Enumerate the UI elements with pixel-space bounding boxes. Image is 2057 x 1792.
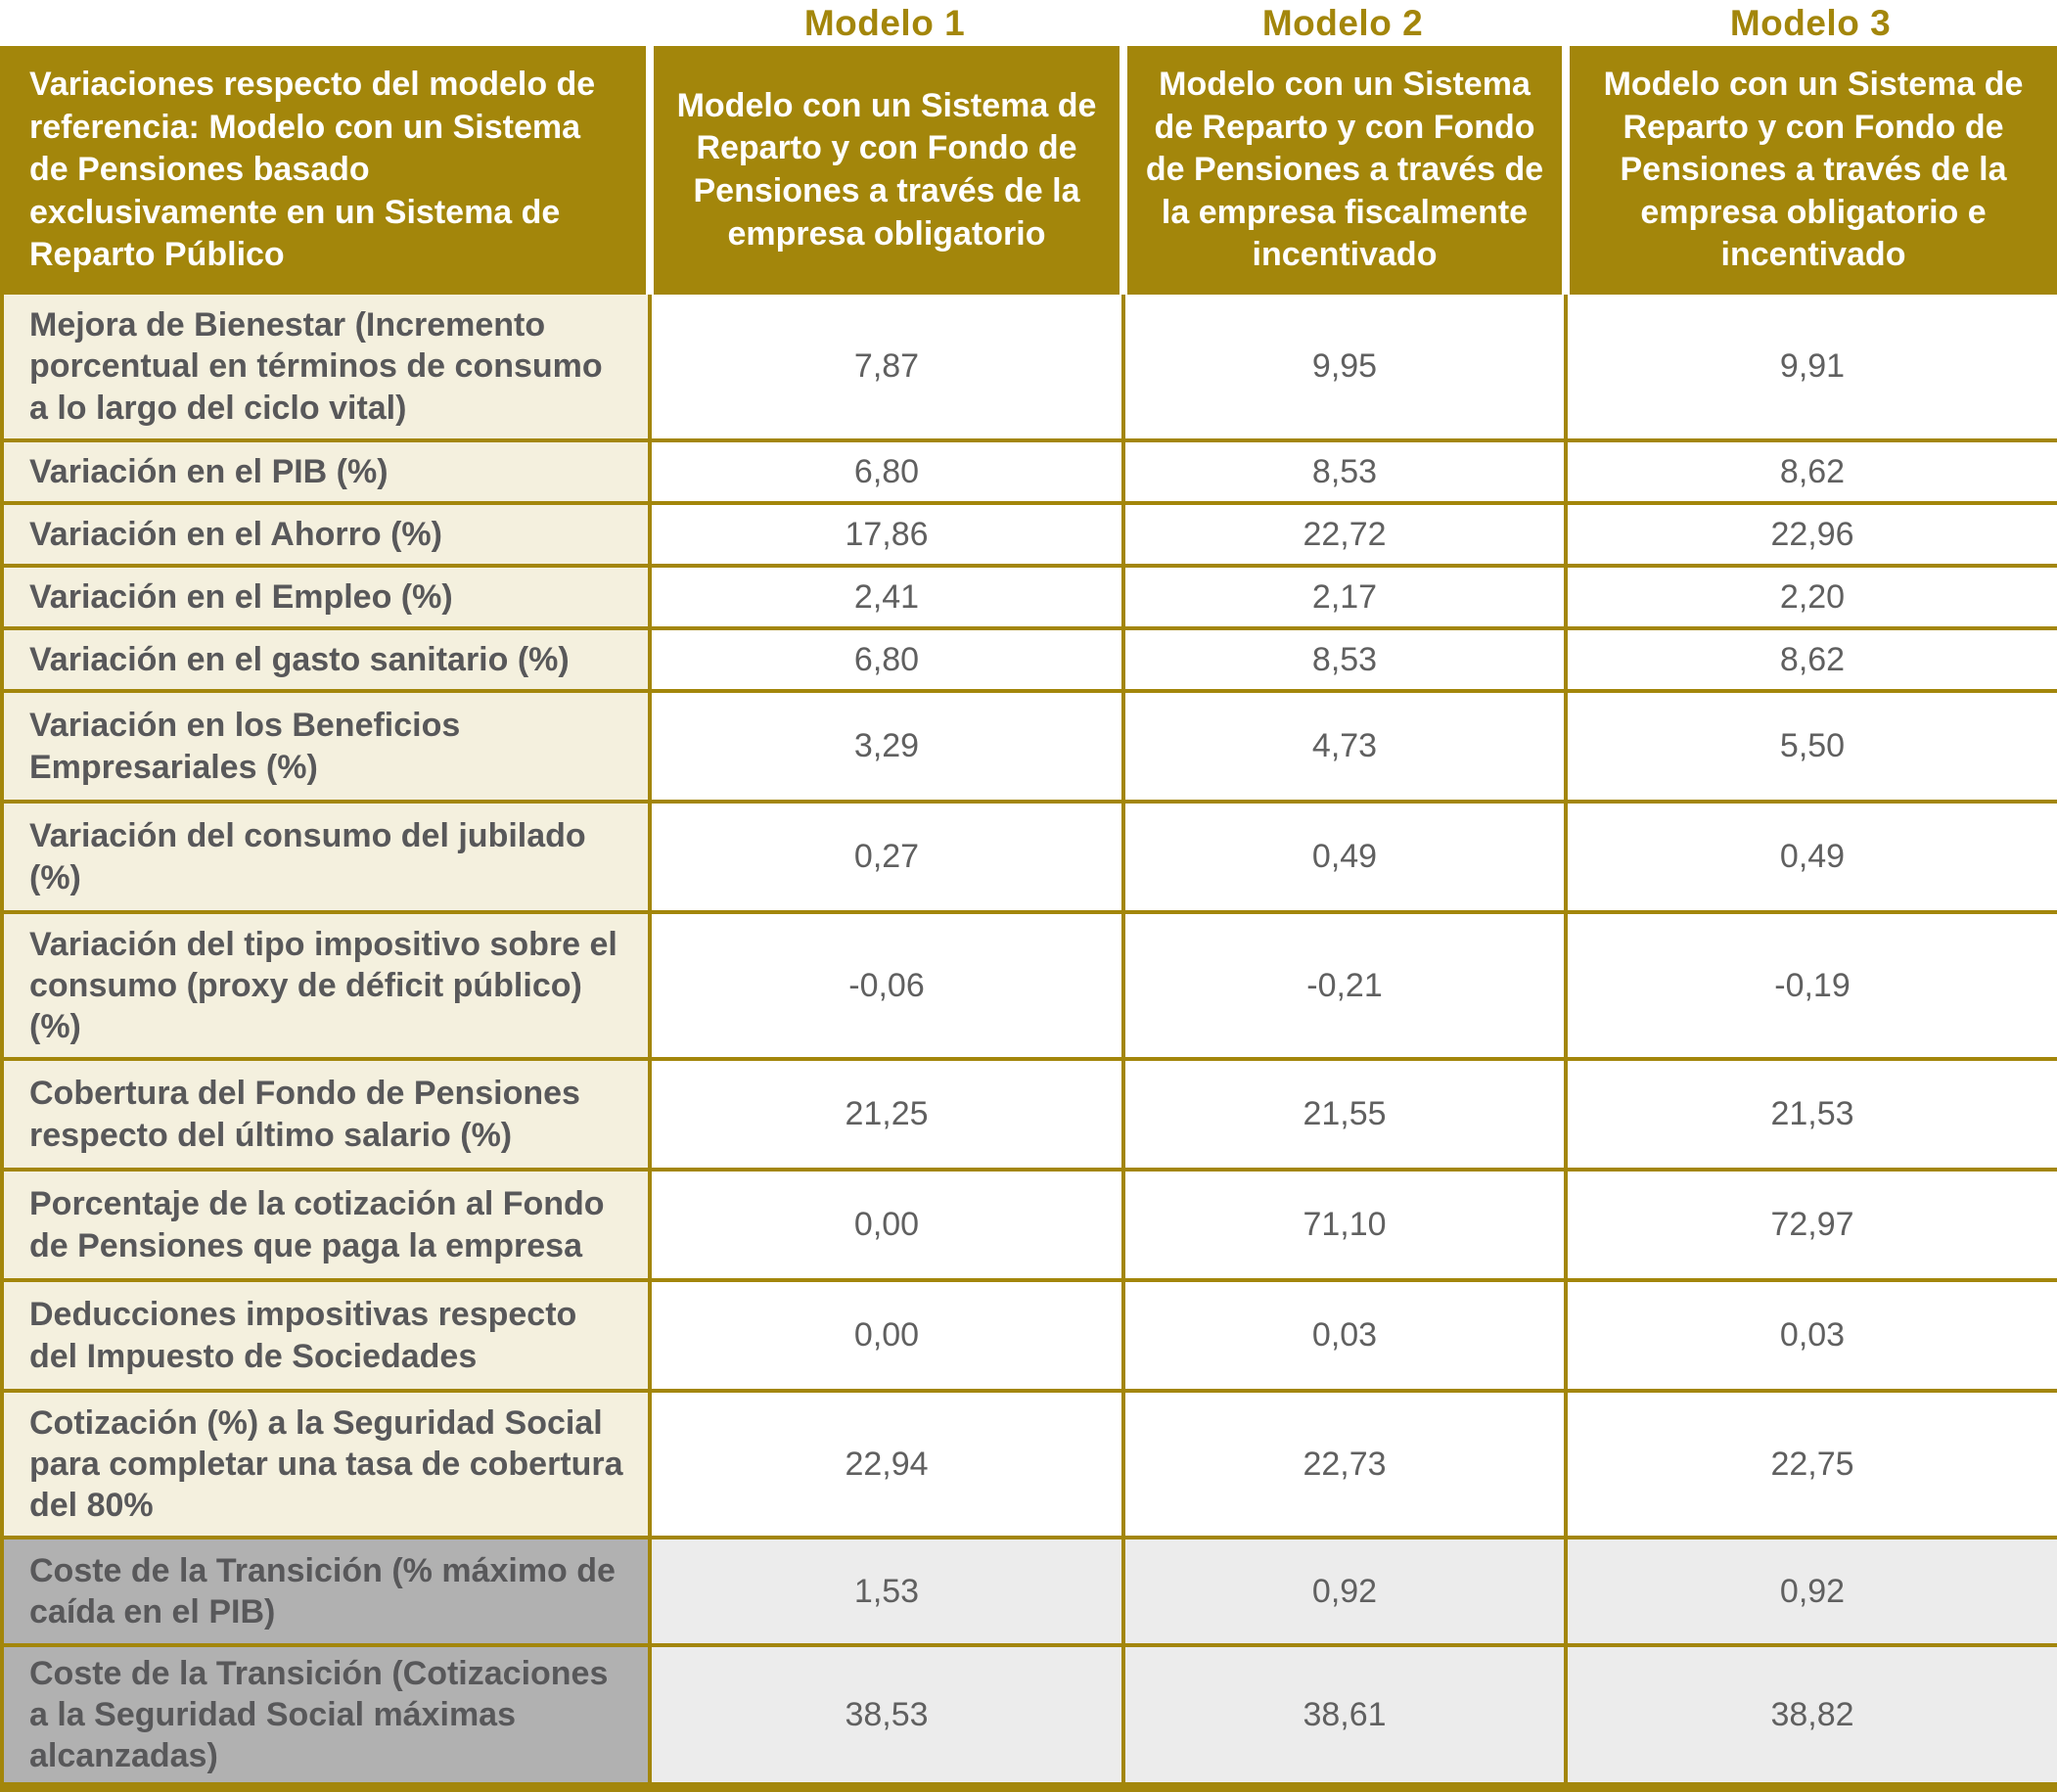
model-1-label: Modelo 1: [803, 2, 966, 43]
row-label: Variación en el PIB (%): [2, 440, 650, 503]
value-cell: 21,25: [650, 1059, 1123, 1170]
value-cell: 0,00: [650, 1280, 1123, 1391]
row-label: Coste de la Transición (% máximo de caída en el PIB): [2, 1538, 650, 1645]
pension-comparison-table: [0, 46, 2057, 1792]
band-spacer: [0, 0, 648, 46]
value-cell: 6,80: [650, 440, 1123, 503]
table-row: [2, 691, 2057, 802]
value-cell: 22,75: [1566, 1391, 2057, 1538]
value-cell: 0,03: [1566, 1280, 2057, 1391]
row-label: Deducciones impositivas respecto del Impuesto de Sociedades: [2, 1280, 650, 1391]
table-row: [2, 503, 2057, 566]
table-row: [2, 440, 2057, 503]
table-row: [2, 802, 2057, 912]
model-3-label: Modelo 3: [1729, 2, 1892, 43]
model-2-column-header: Modelo con un Sistema de Reparto y con Fondo de Pensiones a través de la empresa fiscalmente incentivado: [1123, 48, 1566, 293]
value-cell: 21,53: [1566, 1059, 2057, 1170]
model-1-column-header: Modelo con un Sistema de Reparto y con Fondo de Pensiones a través de la empresa obligatorio: [650, 48, 1123, 293]
table-row-transition-cost: [2, 1645, 2057, 1787]
value-cell: 0,03: [1123, 1280, 1566, 1391]
value-cell: 38,61: [1123, 1645, 1566, 1787]
value-cell: 7,87: [650, 293, 1123, 440]
value-cell: 3,29: [650, 691, 1123, 802]
value-cell: 9,95: [1123, 293, 1566, 440]
value-cell: 9,91: [1566, 293, 2057, 440]
value-cell: 72,97: [1566, 1170, 2057, 1280]
value-cell: 8,53: [1123, 440, 1566, 503]
value-cell: 2,20: [1566, 566, 2057, 628]
table-row: [2, 628, 2057, 691]
model-2-band-cell: [1121, 0, 1564, 46]
row-label: Cotización (%) a la Seguridad Social para completar una tasa de cobertura del 80%: [2, 1391, 650, 1538]
row-label: Variación del tipo impositivo sobre el consumo (proxy de déficit público) (%): [2, 912, 650, 1059]
row-label: Coste de la Transición (Cotizaciones a la Seguridad Social máximas alcanzadas): [2, 1645, 650, 1787]
table-row: [2, 1059, 2057, 1170]
table-row: [2, 566, 2057, 628]
value-cell: 0,00: [650, 1170, 1123, 1280]
row-label: Porcentaje de la cotización al Fondo de Pensiones que paga la empresa: [2, 1170, 650, 1280]
value-cell: 17,86: [650, 503, 1123, 566]
value-cell: 5,50: [1566, 691, 2057, 802]
row-label: Variación en el Empleo (%): [2, 566, 650, 628]
value-cell: 71,10: [1123, 1170, 1566, 1280]
value-cell: -0,06: [650, 912, 1123, 1059]
value-cell: 1,53: [650, 1538, 1123, 1645]
value-cell: 0,92: [1123, 1538, 1566, 1645]
model-3-column-header: Modelo con un Sistema de Reparto y con Fondo de Pensiones a través de la empresa obligatorio e incentivado: [1566, 48, 2057, 293]
value-cell: 0,27: [650, 802, 1123, 912]
row-label: Variación del consumo del jubilado (%): [2, 802, 650, 912]
value-cell: 22,96: [1566, 503, 2057, 566]
value-cell: -0,19: [1566, 912, 2057, 1059]
row-label: Cobertura del Fondo de Pensiones respecto del último salario (%): [2, 1059, 650, 1170]
value-cell: 22,73: [1123, 1391, 1566, 1538]
table-row-transition-cost: [2, 1538, 2057, 1645]
table-row: [2, 912, 2057, 1059]
value-cell: 6,80: [650, 628, 1123, 691]
value-cell: 2,41: [650, 566, 1123, 628]
value-cell: 38,82: [1566, 1645, 2057, 1787]
model-3-band-cell: [1564, 0, 2057, 46]
row-label: Variación en los Beneficios Empresariales (%): [2, 691, 650, 802]
value-cell: 8,53: [1123, 628, 1566, 691]
table-row: [2, 293, 2057, 440]
model-headers-band: [0, 0, 2057, 46]
corner-header: Variaciones respecto del modelo de referencia: Modelo con un Sistema de Pensiones basado exclusivamente en un Sistema de Reparto Público: [2, 48, 650, 293]
value-cell: 21,55: [1123, 1059, 1566, 1170]
value-cell: 0,92: [1566, 1538, 2057, 1645]
value-cell: 0,49: [1123, 802, 1566, 912]
row-label: Mejora de Bienestar (Incremento porcentual en términos de consumo a lo largo del ciclo vital): [2, 293, 650, 440]
value-cell: 4,73: [1123, 691, 1566, 802]
table-header-row: [2, 48, 2057, 293]
value-cell: 0,49: [1566, 802, 2057, 912]
value-cell: 22,72: [1123, 503, 1566, 566]
row-label: Variación en el gasto sanitario (%): [2, 628, 650, 691]
value-cell: 38,53: [650, 1645, 1123, 1787]
value-cell: 8,62: [1566, 628, 2057, 691]
value-cell: -0,21: [1123, 912, 1566, 1059]
value-cell: 8,62: [1566, 440, 2057, 503]
value-cell: 22,94: [650, 1391, 1123, 1538]
value-cell: 2,17: [1123, 566, 1566, 628]
table-row: [2, 1391, 2057, 1538]
row-label: Variación en el Ahorro (%): [2, 503, 650, 566]
model-2-label: Modelo 2: [1261, 2, 1424, 43]
table-row: [2, 1170, 2057, 1280]
model-1-band-cell: [648, 0, 1121, 46]
table-row: [2, 1280, 2057, 1391]
